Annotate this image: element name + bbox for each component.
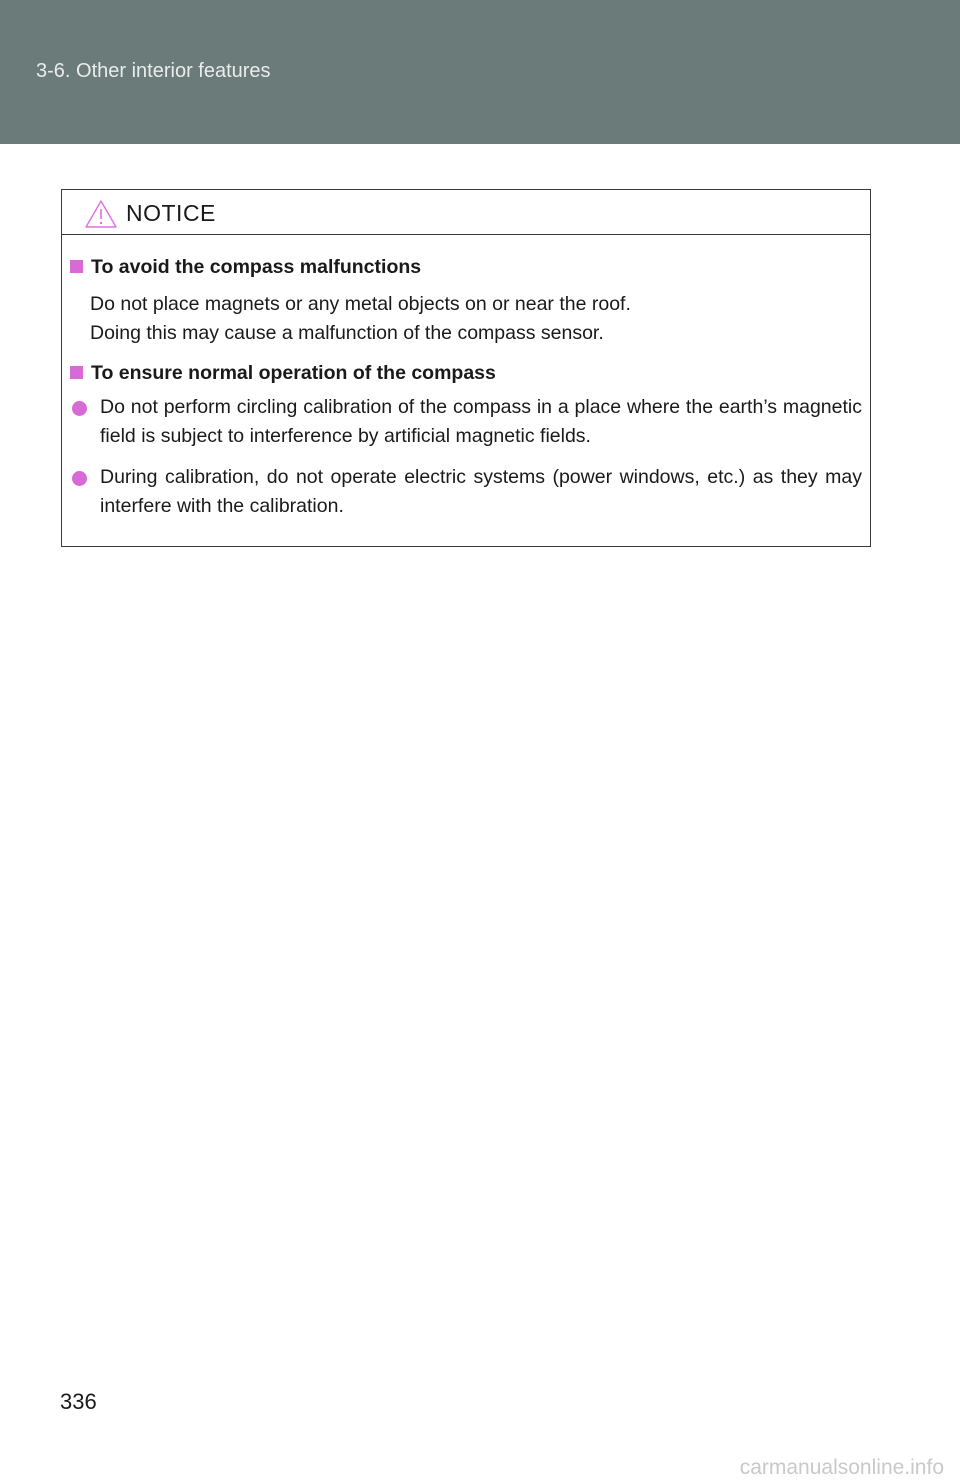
notice-title: NOTICE (126, 200, 216, 226)
section-heading-text: To avoid the compass malfunctions (91, 256, 422, 278)
circle-bullet-icon (72, 401, 87, 416)
square-bullet-icon (70, 366, 83, 379)
section-heading (70, 362, 496, 385)
section-title: 3-6. Other interior features (36, 60, 271, 82)
watermark: carmanualsonline.info (739, 1456, 944, 1479)
page-number: 336 (60, 1389, 97, 1414)
body-line: Doing this may cause a malfunction of the compass sensor. (90, 322, 604, 344)
bullet-text: During calibration, do not operate electric systems (power windows, etc.) as they may interfere with the calibration. (100, 466, 862, 517)
bullet-text: Do not perform circling calibration of the compass in a place where the earth’s magnetic field is subject to interference by artificial magnetic fields. (100, 396, 862, 447)
square-bullet-icon (70, 260, 83, 273)
body-line: Do not place magnets or any metal objects on or near the roof. (90, 293, 631, 315)
section-heading (70, 256, 421, 279)
notice-box (61, 189, 871, 547)
circle-bullet-icon (72, 471, 87, 486)
notice-header (62, 190, 870, 235)
warning-triangle-icon (84, 199, 118, 229)
header-band (0, 0, 960, 144)
section-heading-text: To ensure normal operation of the compass (91, 362, 496, 384)
